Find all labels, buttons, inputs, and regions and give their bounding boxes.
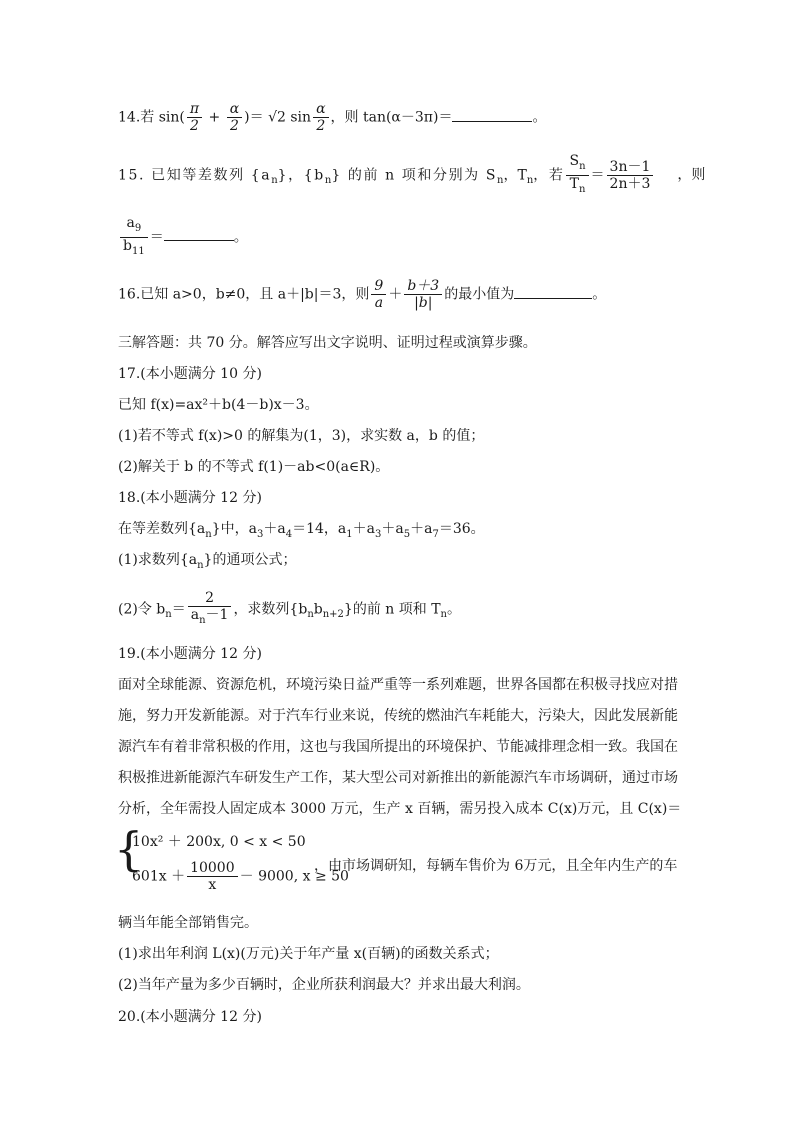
q18-part2 [118, 590, 461, 629]
q15-expr-den: 2n＋3 [609, 175, 651, 192]
q15-text-c: } 的前 n 项和分别为 S [331, 167, 498, 184]
q19-case2-num: 10000 [187, 860, 238, 877]
q19-case2-a: 601x ＋ [132, 868, 186, 885]
q18-p2-end: 。 [447, 601, 461, 618]
q15-ratio-den-sub: n [578, 183, 586, 195]
q17-title: 17.(本小题满分 10 分) [118, 366, 262, 382]
q14-sqrt: √2 [268, 109, 286, 126]
q14-frac-pi-2 [187, 101, 202, 134]
q15-text-f: ，则 [677, 167, 706, 184]
q14-frac3-num: α [313, 101, 328, 118]
q15-ratio-expr [607, 159, 654, 192]
q16-text-b: 的最小值为 [444, 286, 515, 303]
q19-case2-frac [187, 860, 238, 893]
q19-line-5: 分析，全年需投人固定成本 3000 万元，生产 x 百辆，需另投入成本 C(x)万元，且 C(x)＝ [118, 801, 682, 817]
q15-ratio-num-s: S [569, 153, 580, 169]
q18-title: 18.(本小题满分 12 分) [118, 490, 262, 506]
q14-end: 。 [532, 109, 547, 126]
q19-title: 19.(本小题满分 12 分) [118, 646, 262, 662]
q16-text-a: 16.已知 a>0，b≠0，且 a＋|b|＝3，则 [118, 286, 370, 303]
q16-end: 。 [592, 286, 607, 303]
q16-answer-blank[interactable] [514, 286, 592, 299]
q18-stem-c: ＋a [263, 521, 286, 537]
q19-line-2: 施，努力开发新能源。对于汽车行业来说，传统的燃油汽车耗能大，污染大，因此发展新能 [118, 708, 678, 724]
q16-frac1-den: a [374, 295, 384, 311]
q18-p2-b: ，求数列{b [233, 601, 308, 618]
q18-p2-c-sub: n+2 [322, 609, 344, 621]
q15-a9-sub: 9 [134, 222, 142, 234]
q15-text-e: ，若 [533, 167, 565, 184]
q15-b11-b: b [123, 237, 132, 254]
q15-ratio-num-sub: n [579, 160, 586, 172]
q14-frac1-num: π [187, 101, 202, 118]
q14-frac3-den: 2 [316, 118, 326, 134]
q18-p2-d: }的前 n 项和 T [343, 601, 441, 618]
q14-sin: sin [285, 109, 312, 126]
q15-ratio-den [566, 176, 588, 198]
q18-p2-den-sub: n [199, 614, 206, 626]
q15-ratio-st [566, 153, 588, 198]
q15-eq: ＝ [590, 167, 605, 184]
q18-p2-c: b [313, 601, 323, 618]
q14-frac-alpha-2b [313, 101, 328, 134]
q18-p2-b-sub1: n [307, 609, 314, 621]
q15-b11-sub: 11 [131, 245, 145, 257]
q14-plus: + [204, 109, 225, 126]
section-3-heading: 三解答题：共 70 分。解答应写出文字说明、证明过程或演算步骤。 [118, 335, 537, 351]
q18-p1-sub: n [197, 559, 204, 571]
q15-text-b: }，{b [277, 167, 325, 184]
q15-a-sub: n [271, 175, 278, 187]
q19-after-case: ，由市场调研知，每辆车售价为 6万元，且全年内生产的车 [314, 858, 678, 874]
q15-text-a: 15. 已知等差数列 {a [118, 167, 272, 184]
q14-frac2-num: α [227, 101, 242, 118]
q14-frac-alpha-2 [227, 101, 242, 134]
q15-answer-blank[interactable] [164, 228, 234, 241]
q18-stem-g: ＋a [410, 521, 433, 537]
q18-part1 [118, 551, 296, 575]
q18-p2-sub: n [165, 609, 172, 621]
q15-b11 [120, 238, 148, 260]
q19-line-1: 面对全球能源、资源危机，环境污染日益严重等一系列难题，世界各国都在积极寻找应对措 [118, 677, 678, 693]
q18-p2-frac [188, 590, 232, 629]
q18-stem-d: ＝14，a [292, 521, 347, 537]
q17-part2: (2)解关于 b 的不等式 f(1)－ab<0(a∈R)。 [118, 459, 390, 475]
question-15 [118, 153, 706, 198]
q16-frac-b3 [404, 278, 442, 311]
q18-p2-d-sub: n [440, 609, 447, 621]
q14-frac1-den: 2 [190, 118, 199, 134]
q14-eq: )＝ [244, 109, 269, 126]
q15-ratio-den-t: T [569, 175, 579, 192]
q15-g-eq: ＝ [149, 229, 164, 246]
q18-p2-den-a: a [190, 607, 200, 623]
q15-text-d: ，T [503, 167, 527, 184]
q19-case2-den: x [208, 877, 217, 893]
q18-stem-b: }中，a [211, 521, 257, 537]
q14-frac2-den: 2 [229, 118, 239, 134]
q15-ratio-num [566, 153, 588, 176]
q15-a9 [120, 215, 148, 238]
question-14 [118, 101, 546, 134]
q18-stem-e-sub: 3 [375, 528, 382, 540]
q18-p2-eq: ＝ [171, 601, 186, 618]
q16-frac1-num: 9 [371, 278, 386, 295]
q16-plus: ＋ [388, 286, 403, 303]
q18-stem-c-sub: 4 [285, 528, 293, 540]
q18-stem-g-sub: 7 [432, 528, 439, 540]
question-15-cont [118, 215, 248, 260]
q18-p1-b: }的通项公式； [203, 552, 297, 568]
q18-stem-d-sub: 1 [346, 528, 353, 540]
q18-p2-frac-den [188, 607, 232, 629]
q17-stem: 已知 f(x)=ax²＋b(4－b)x－3。 [118, 397, 319, 413]
q15-c-sub: n [497, 175, 504, 187]
q15-end: 。 [233, 229, 248, 246]
q15-a9-a: a [126, 215, 135, 231]
q17-part1: (1)若不等式 f(x)>0 的解集为(1，3)，求实数 a，b 的值； [118, 428, 485, 444]
q15-expr-num: 3n－1 [607, 159, 654, 176]
q18-stem-h: ＝36。 [438, 521, 485, 537]
q19-part1: (1)求出年利润 L(x)(万元)关于年产量 x(百辆)的函数关系式； [118, 946, 499, 962]
q18-p2-den-b: －1 [205, 607, 229, 623]
q19-line-6: 辆当年能全部销售完。 [118, 915, 258, 931]
q18-stem-a: 在等差数列{a [118, 521, 206, 537]
q19-piecewise-brace: { [114, 822, 144, 876]
q18-stem-b-sub: 3 [256, 528, 264, 540]
q16-frac2-den: |b| [414, 295, 433, 311]
q18-stem-a-sub: n [205, 528, 212, 540]
q18-p2-a: (2)令 b [118, 601, 166, 618]
q15-b-sub: n [324, 175, 332, 187]
q19-line-4: 积极推进新能源汽车研发生产工作，某大型公司对新推出的新能源汽车市场调研，通过市场 [118, 770, 678, 786]
q18-p1-a: (1)求数列{a [118, 552, 198, 568]
q19-line-3: 源汽车有着非常积极的作用，这也与我国所提出的环境保护、节能减排理念相一致。我国在 [118, 739, 678, 755]
q18-stem-e: ＋a [352, 521, 375, 537]
q18-stem-f: ＋a [381, 521, 404, 537]
q16-frac-9a [371, 278, 386, 311]
q14-answer-blank[interactable] [452, 109, 532, 122]
q16-frac2-num: b＋3 [404, 278, 442, 295]
q14-text-a: 若 sin( [140, 109, 185, 126]
q18-p2-frac-num: 2 [188, 590, 232, 607]
q18-stem-f-sub: 5 [403, 528, 411, 540]
q19-case-1: 10x² ＋ 200x, 0 < x < 50 [132, 834, 306, 850]
q19-part2: (2)当年产量为多少百辆时，企业所获利润最大？并求出最大利润。 [118, 977, 530, 993]
q18-stem [118, 520, 485, 544]
q14-text-b: ，则 tan(α－3π)＝ [330, 109, 453, 126]
q15-d-sub: n [526, 175, 534, 187]
question-16 [118, 278, 606, 311]
q19-case2-b: － 9000, x ≥ 50 [239, 868, 349, 885]
q14-number: 14. [118, 109, 141, 126]
q20-title: 20.(本小题满分 12 分) [118, 1009, 262, 1025]
q15-a9-b11 [120, 215, 148, 260]
